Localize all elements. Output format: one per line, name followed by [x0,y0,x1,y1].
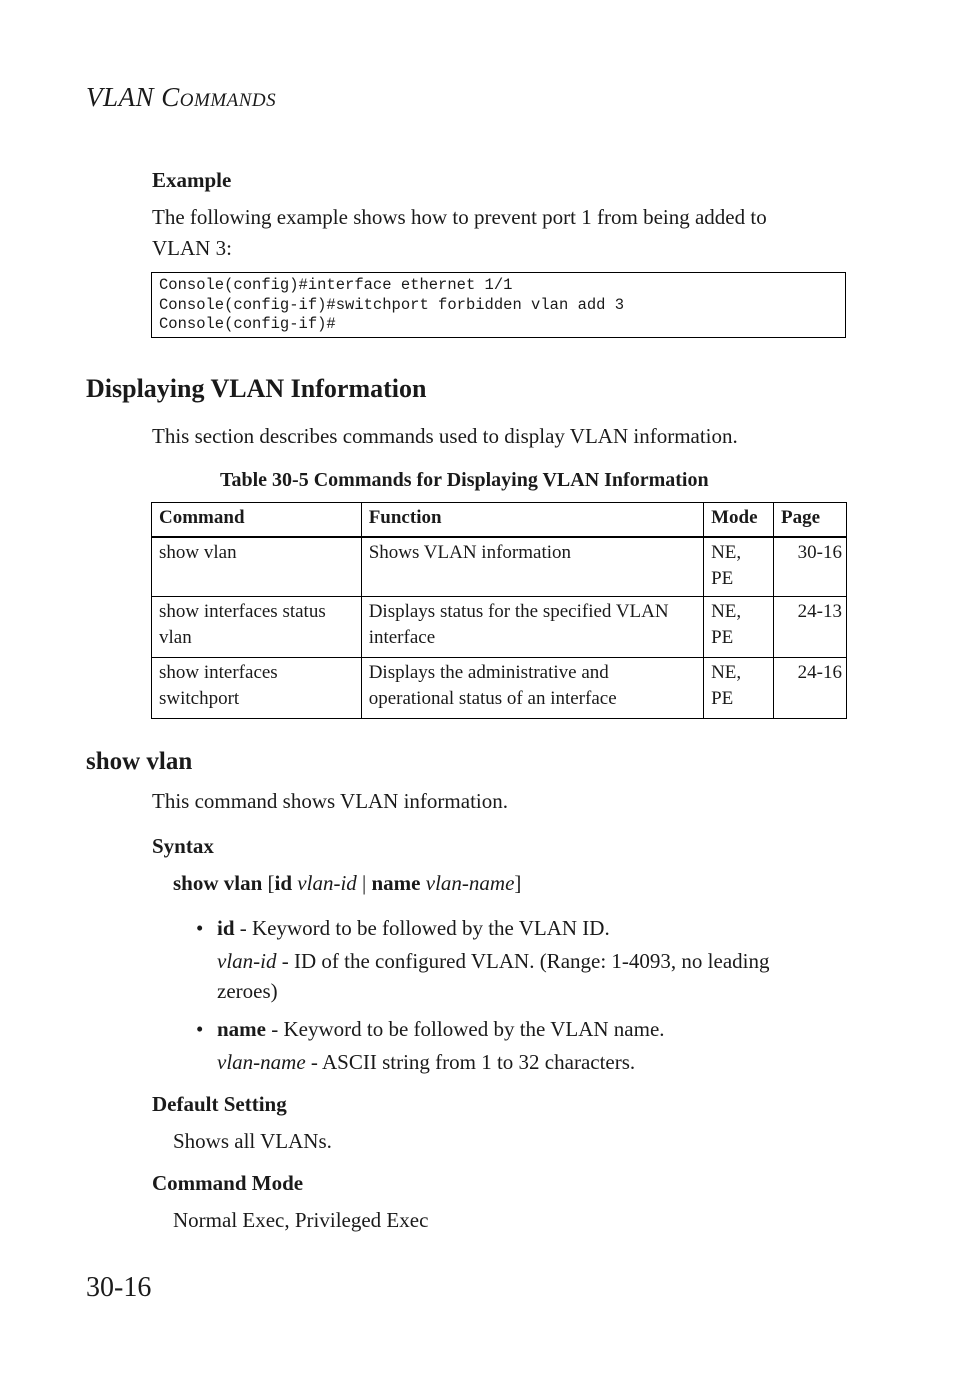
parameter-arg-line [217,1047,847,1077]
cell-line: PE [711,688,734,709]
command-mode-value: Normal Exec, Privileged Exec [173,1208,429,1232]
section-intro: This section describes commands used to display VLAN information. [152,424,738,448]
parameter-item-id [196,913,847,1006]
bullet-icon: • [196,1017,204,1041]
cell-line: vlan [159,627,192,648]
cell-function [361,597,703,658]
cell-line: interface [368,627,436,648]
running-header-initial: VLAN C [86,82,180,112]
syntax-arg-name: vlan-name [425,871,515,895]
parameter-text: - Keyword to be followed by the VLAN ID. [234,916,610,940]
cell-line: Displays the administrative and [368,662,609,683]
cell-line: NE, [711,542,742,563]
syntax-cmd: show vlan [173,871,263,895]
cell-line: Displays status for the specified VLAN [368,601,669,622]
code-line: Console(config-if)# [159,315,336,333]
cell-line: PE [711,568,734,589]
section-title: Displaying VLAN Information [86,374,427,403]
command-title: show vlan [86,748,193,775]
parameter-arg-line [217,946,847,976]
parameter-item-name [196,1014,847,1077]
table-row [152,537,847,597]
syntax-close: ] [514,871,522,895]
code-line: Console(config)#interface ethernet 1/1 [159,276,513,294]
table-caption: Table 30-5 Commands for Displaying VLAN Information [220,469,709,491]
cell-mode [704,658,774,719]
cell-command [152,597,362,658]
column-header-command: Command [152,503,362,538]
cell-function [361,537,703,597]
cell-line: show interfaces status [159,601,326,622]
cell-line: NE, [711,662,742,683]
cell-command [152,537,362,597]
cell-page: 30-16 [774,537,847,597]
cell-line: show vlan [159,542,237,563]
cell-function [361,658,703,719]
parameter-arg-text: - ASCII string from 1 to 32 characters. [305,1050,636,1074]
parameter-arg-text: - ID of the configured VLAN. (Range: 1-4093, no leading [276,949,770,973]
column-header-function: Function [361,503,703,538]
example-text-line1: The following example shows how to prevent port 1 from being added to [152,205,767,229]
command-mode-heading: Command Mode [152,1171,304,1195]
table-header-row [152,503,847,538]
column-header-page: Page [774,503,847,538]
bullet-icon: • [196,916,204,940]
default-setting-value: Shows all VLANs. [173,1129,332,1153]
syntax-arg-id: vlan-id [297,871,357,895]
syntax-line [173,868,521,899]
code-example [151,272,846,338]
cell-page: 24-16 [774,658,847,719]
parameter-arg: vlan-name [217,1050,306,1074]
syntax-kw-name: name [371,871,421,895]
syntax-open: [ [262,871,275,895]
parameter-keyword: name [217,1017,266,1041]
cell-line: PE [711,627,734,648]
parameter-text: - Keyword to be followed by the VLAN name. [266,1017,665,1041]
page-number: 30-16 [86,1272,152,1303]
cell-line: operational status of an interface [368,688,617,709]
parameter-arg-line-2: zeroes) [217,979,278,1003]
cell-mode [704,537,774,597]
cell-page: 24-13 [774,597,847,658]
command-description: This command shows VLAN information. [152,789,508,813]
syntax-kw-id: id [274,871,293,895]
syntax-sep: | [356,871,372,895]
default-setting-heading: Default Setting [152,1092,287,1116]
cell-command [152,658,362,719]
parameter-line [217,1014,847,1044]
cell-line: switchport [159,688,240,709]
example-heading: Example [152,168,232,192]
commands-table [151,502,847,719]
cell-line: show interfaces [159,662,278,683]
parameter-arg: vlan-id [217,949,277,973]
cell-line: NE, [711,601,742,622]
parameter-keyword: id [217,916,235,940]
example-text-line2: VLAN 3: [152,236,232,260]
table-row [152,658,847,719]
table-row [152,597,847,658]
cell-line: Shows VLAN information [368,542,571,563]
running-header [86,82,276,113]
column-header-mode: Mode [704,503,774,538]
parameter-line [217,913,847,943]
running-header-small-caps: OMMANDS [179,90,277,111]
code-line: Console(config-if)#switchport forbidden vlan add 3 [159,295,625,314]
cell-mode [704,597,774,658]
syntax-heading: Syntax [152,834,214,858]
